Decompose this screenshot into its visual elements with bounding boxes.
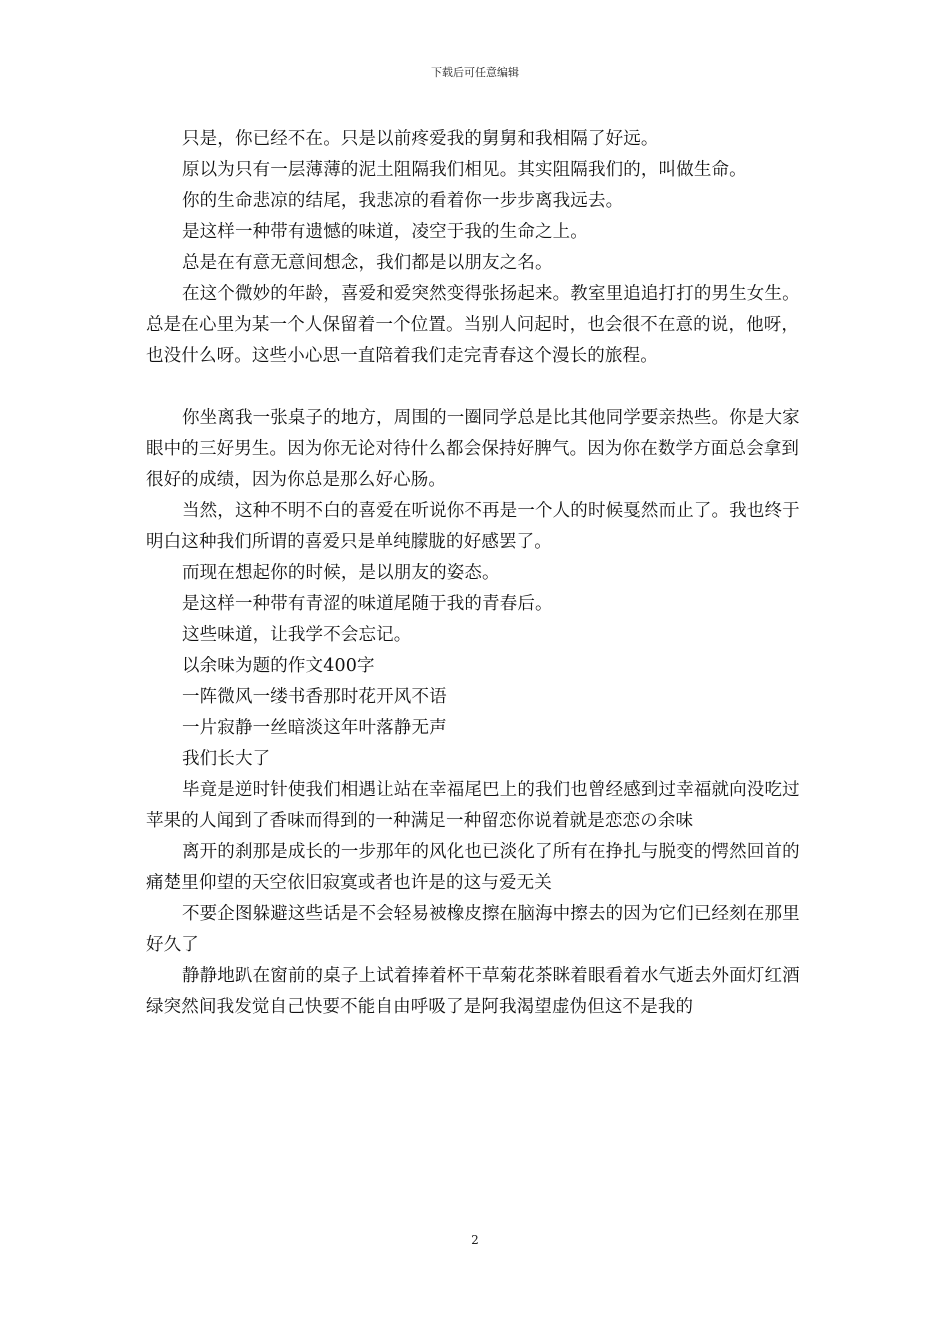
paragraph-19: 静静地趴在窗前的桌子上试着捧着杯干草菊花茶眯着眼看着水气逝去外面灯红酒绿突然间我发觉自己快要不能自由呼吸了是阿我渴望虚伪但这不是我的 (146, 966, 800, 1017)
paragraph-7: 你坐离我一张桌子的地方，周围的一圈同学总是比其他同学要亲热些。你是大家眼中的三好男生。因为你无论对待什么都会保持好脾气。因为你在数学方面总会拿到很好的成绩，因为你总是那么好心肠。 (146, 408, 800, 490)
paragraph-18: 不要企图躲避这些话是不会轻易被橡皮擦在脑海中擦去的因为它们已经刻在那里好久了 (146, 904, 800, 955)
blank-line (146, 372, 810, 403)
paragraph-10: 是这样一种带有青涩的味道尾随于我的青春后。 (182, 594, 553, 614)
paragraph-13: 一阵微风一缕书香那时花开风不语 (182, 687, 447, 707)
document-body (146, 124, 810, 1023)
essay-title: 以余味为题的作文400字 (182, 656, 375, 676)
paragraph-6: 在这个微妙的年龄，喜爱和爱突然变得张扬起来。教室里追追打打的男生女生。总是在心里为某一个人保留着一个位置。当别人问起时，也会很不在意的说，他呀，也没什么呀。这些小心思一直陪着我们走完青春这个漫长的旅程。 (146, 284, 800, 366)
paragraph-4: 是这样一种带有遗憾的味道，凌空于我的生命之上。 (182, 222, 588, 242)
paragraph-16: 毕竟是逆时针使我们相遇让站在幸福尾巴上的我们也曾经感到过幸福就向没吃过苹果的人闻到了香味而得到的一种满足一种留恋你说着就是恋恋の余味 (146, 780, 800, 831)
paragraph-5: 总是在有意无意间想念，我们都是以朋友之名。 (182, 253, 553, 273)
paragraph-9: 而现在想起你的时候，是以朋友的姿态。 (182, 563, 500, 583)
paragraph-8: 当然，这种不明不白的喜爱在听说你不再是一个人的时候戛然而止了。我也终于明白这种我们所谓的喜爱只是单纯朦胧的好感罢了。 (146, 501, 800, 552)
paragraph-15: 我们长大了 (182, 749, 271, 769)
page-header: 下载后可任意编辑 (431, 66, 519, 79)
paragraph-11: 这些味道，让我学不会忘记。 (182, 625, 412, 645)
paragraph-1: 只是，你已经不在。只是以前疼爱我的舅舅和我相隔了好远。 (182, 129, 659, 149)
paragraph-3: 你的生命悲凉的结尾，我悲凉的看着你一步步离我远去。 (182, 191, 624, 211)
paragraph-2: 原以为只有一层薄薄的泥土阻隔我们相见。其实阻隔我们的，叫做生命。 (182, 160, 747, 180)
paragraph-14: 一片寂静一丝暗淡这年叶落静无声 (182, 718, 447, 738)
paragraph-17: 离开的刹那是成长的一步那年的风化也已淡化了所有在挣扎与脱变的愕然回首的痛楚里仰望的天空依旧寂寞或者也许是的这与爱无关 (146, 842, 800, 893)
page-number: 2 (471, 1233, 479, 1247)
